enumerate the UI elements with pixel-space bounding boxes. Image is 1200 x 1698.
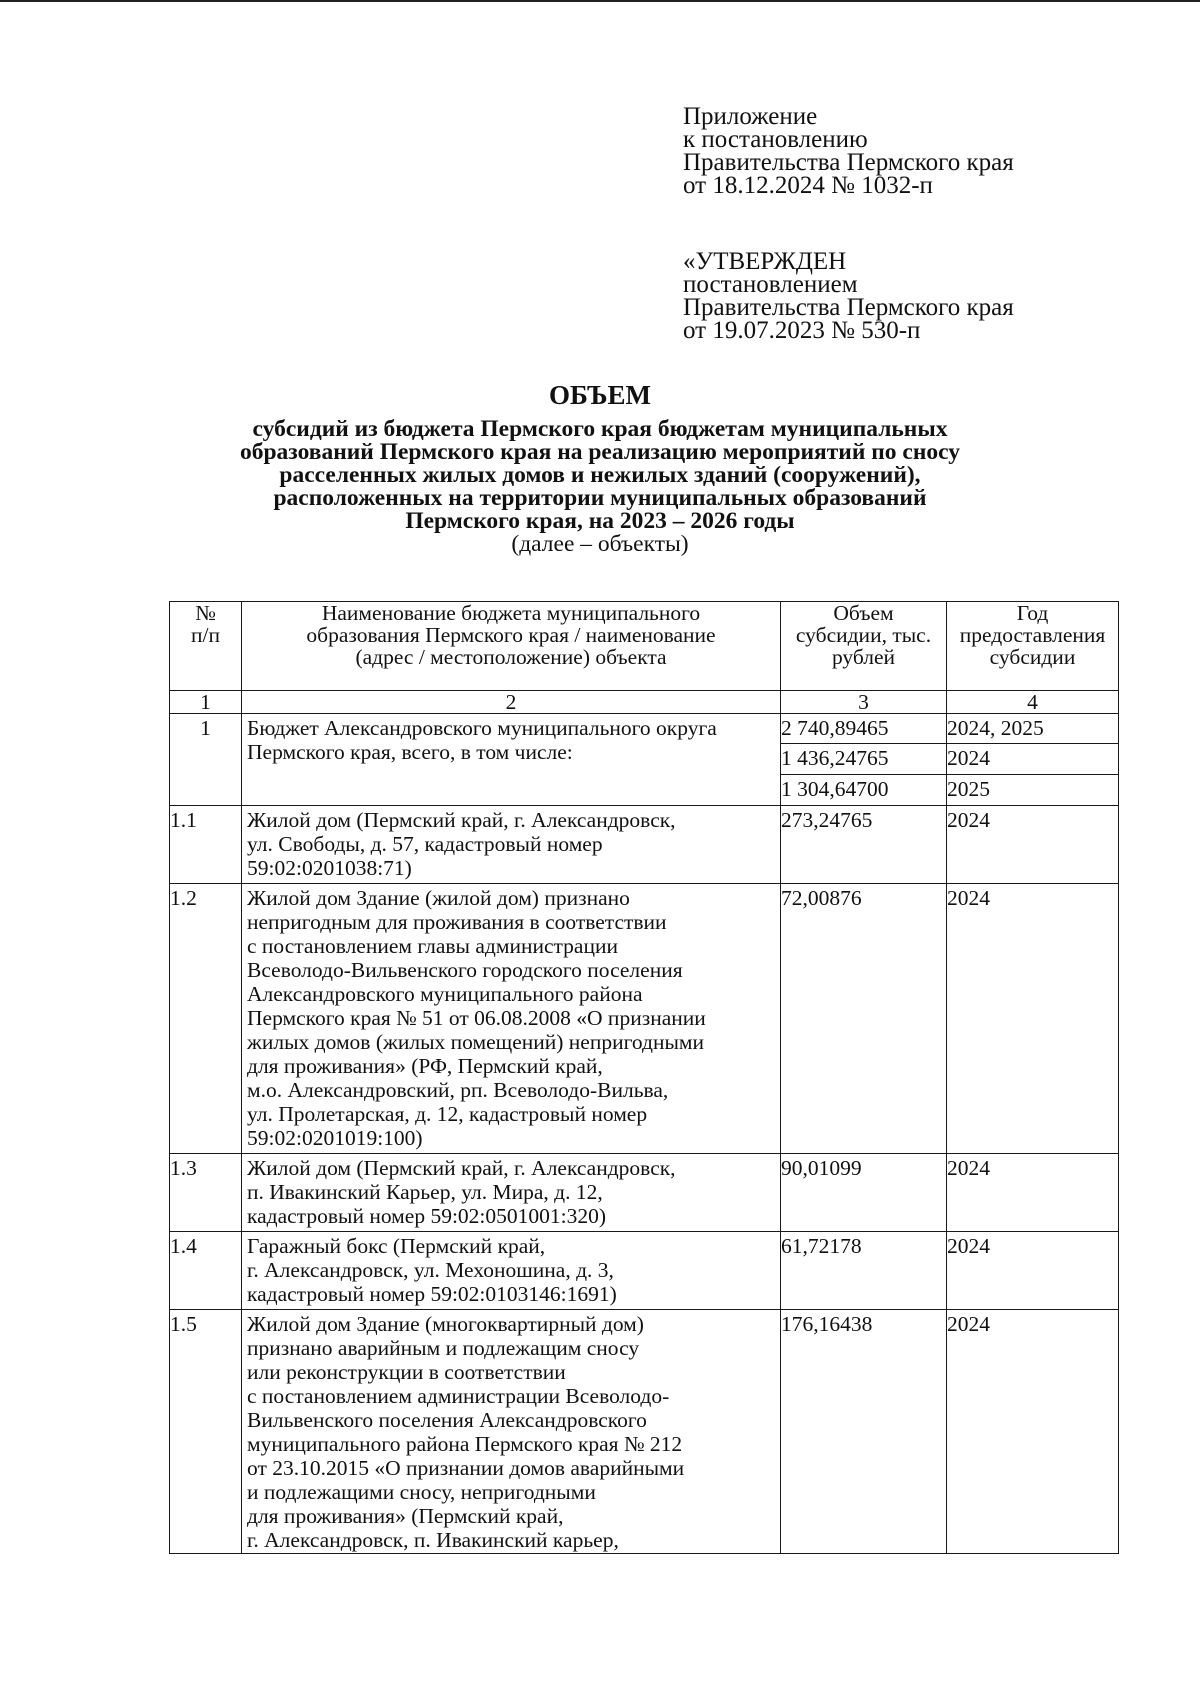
row-name-line: непригодным для проживания в соответствии: [247, 910, 667, 934]
row-name-line: 59:02:0201038:71): [247, 856, 412, 880]
approval-line: Приложение: [683, 103, 818, 130]
table-row: [170, 884, 1119, 1154]
row-num: 1: [170, 714, 242, 806]
row-name-line: для проживания» (РФ, Пермский край,: [247, 1054, 603, 1078]
row-name-line: Гаражный бокс (Пермский край,: [247, 1234, 546, 1258]
row-name-line: муниципального района Пермского края № 212: [247, 1432, 683, 1456]
row-year: 2024: [947, 744, 1119, 775]
row-name-line: п. Ивакинский Карьер, ул. Мира, д. 12,: [247, 1180, 603, 1204]
subtitle-note: (далее – объекты): [511, 531, 689, 557]
row-num: 1.2: [170, 884, 242, 1154]
table-header-row: [170, 602, 1119, 691]
row-volume: 72,00876: [781, 884, 947, 1154]
row-volume: 176,16438: [781, 1310, 947, 1554]
column-number: 3: [781, 691, 947, 714]
subtitle-line: Пермского края, на 2023 – 2026 годы: [405, 508, 795, 534]
row-name-line: кадастровый номер 59:02:0501001:320): [247, 1204, 607, 1228]
column-number: 4: [947, 691, 1119, 714]
row-year: 2024: [947, 806, 1119, 884]
table-row-budget: [170, 714, 1119, 744]
row-name: [242, 1154, 781, 1232]
approved-line: «УТВЕРЖДЕН: [683, 248, 847, 275]
row-name-line: от 23.10.2015 «О признании домов аварийными: [247, 1456, 685, 1480]
row-name: Бюджет Александровского муниципального округа Пермского края, всего, в том числе:: [242, 714, 781, 806]
row-year: 2025: [947, 775, 1119, 806]
table-row: [170, 1310, 1119, 1554]
approval-block: [683, 105, 1014, 197]
header-name: Наименование бюджета муниципального образования Пермского края / наименование (адрес / местоположение) объекта: [242, 602, 781, 691]
row-name: [242, 1232, 781, 1310]
row-name-line: для проживания» (Пермский край,: [247, 1504, 564, 1528]
row-name: [242, 806, 781, 884]
approval-line: от 18.12.2024 № 1032-п: [683, 172, 933, 199]
approved-line: от 19.07.2023 № 530-п: [683, 317, 921, 344]
row-year: 2024: [947, 1154, 1119, 1232]
subtitle-line: расположенных на территории муниципальных образований: [273, 485, 927, 511]
row-volume: 90,01099: [781, 1154, 947, 1232]
approval-line: к постановлению: [683, 126, 868, 153]
row-name-line: Пермского края № 51 от 06.08.2008 «О признании: [247, 1006, 706, 1030]
row-year: 2024: [947, 884, 1119, 1154]
row-num: 1.1: [170, 806, 242, 884]
row-name-line: г. Александровск, ул. Мехоношина, д. 3,: [247, 1258, 614, 1282]
table-row: [170, 1154, 1119, 1232]
row-num: 1.5: [170, 1310, 242, 1554]
row-year: 2024, 2025: [947, 714, 1119, 744]
table-row: [170, 1232, 1119, 1310]
row-num: 1.4: [170, 1232, 242, 1310]
approved-line: постановлением: [683, 271, 858, 298]
document-subtitle: [0, 418, 1200, 556]
row-name-line: с постановлением главы администрации: [247, 934, 618, 958]
row-volume: 1 436,24765: [781, 744, 947, 775]
row-name-line: кадастровый номер 59:02:0103146:1691): [247, 1282, 617, 1306]
subtitle-line: образований Пермского края на реализацию мероприятий по сносу: [239, 439, 961, 465]
row-name-line: жилых домов (жилых помещений) непригодными: [247, 1030, 705, 1054]
row-year: 2024: [947, 1310, 1119, 1554]
row-name-line: г. Александровск, п. Ивакинский карьер,: [247, 1528, 619, 1552]
row-name-line: Всеволодо-Вильвенского городского поселения: [247, 958, 683, 982]
row-name: [242, 884, 781, 1154]
row-name-line: признано аварийным и подлежащим сносу: [247, 1336, 640, 1360]
page-top-edge: [0, 0, 1200, 2]
row-name-line: ул. Пролетарская, д. 12, кадастровый номер: [247, 1102, 648, 1126]
subtitle-line: расселенных жилых домов и нежилых зданий (сооружений),: [279, 462, 921, 488]
approved-line: Правительства Пермского края: [683, 294, 1014, 321]
column-number: 2: [242, 691, 781, 714]
row-name: [242, 1310, 781, 1554]
row-name-line: 59:02:0201019:100): [247, 1126, 423, 1150]
row-name-line: Александровского муниципального района: [247, 982, 643, 1006]
header-volume: Объем субсидии, тыс. рублей: [781, 602, 947, 691]
approval-line: Правительства Пермского края: [683, 149, 1014, 176]
row-num: 1.3: [170, 1154, 242, 1232]
column-number-row: [170, 691, 1119, 714]
row-name-line: м.о. Александровский, рп. Всеволодо-Вильва,: [247, 1078, 669, 1102]
row-volume: 2 740,89465: [781, 714, 947, 744]
row-name-line: или реконструкции в соответствии: [247, 1360, 566, 1384]
table-row: [170, 806, 1119, 884]
row-volume: 61,72178: [781, 1232, 947, 1310]
row-volume: 1 304,64700: [781, 775, 947, 806]
row-name-line: ул. Свободы, д. 57, кадастровый номер: [247, 832, 603, 856]
row-name-line: и подлежащими сносу, непригодными: [247, 1480, 596, 1504]
row-name-line: Жилой дом Здание (многоквартирный дом): [247, 1312, 644, 1336]
header-num: № п/п: [170, 602, 242, 691]
approved-block: [683, 250, 1014, 342]
row-year: 2024: [947, 1232, 1119, 1310]
row-name-line: Жилой дом Здание (жилой дом) признано: [247, 886, 630, 910]
document-title: ОБЪЕМ: [549, 380, 651, 410]
subtitle-line: субсидий из бюджета Пермского края бюджетам муниципальных: [252, 416, 948, 442]
row-name-line: Жилой дом (Пермский край, г. Александровск,: [247, 808, 676, 832]
row-volume: 273,24765: [781, 806, 947, 884]
row-name-line: Жилой дом (Пермский край, г. Александровск,: [247, 1156, 676, 1180]
header-year: Год предоставления субсидии: [947, 602, 1119, 691]
row-name-line: с постановлением администрации Всеволодо-: [247, 1384, 670, 1408]
row-name-line: Вильвенского поселения Александровского: [247, 1408, 647, 1432]
column-number: 1: [170, 691, 242, 714]
subsidy-table: [169, 601, 1119, 1554]
